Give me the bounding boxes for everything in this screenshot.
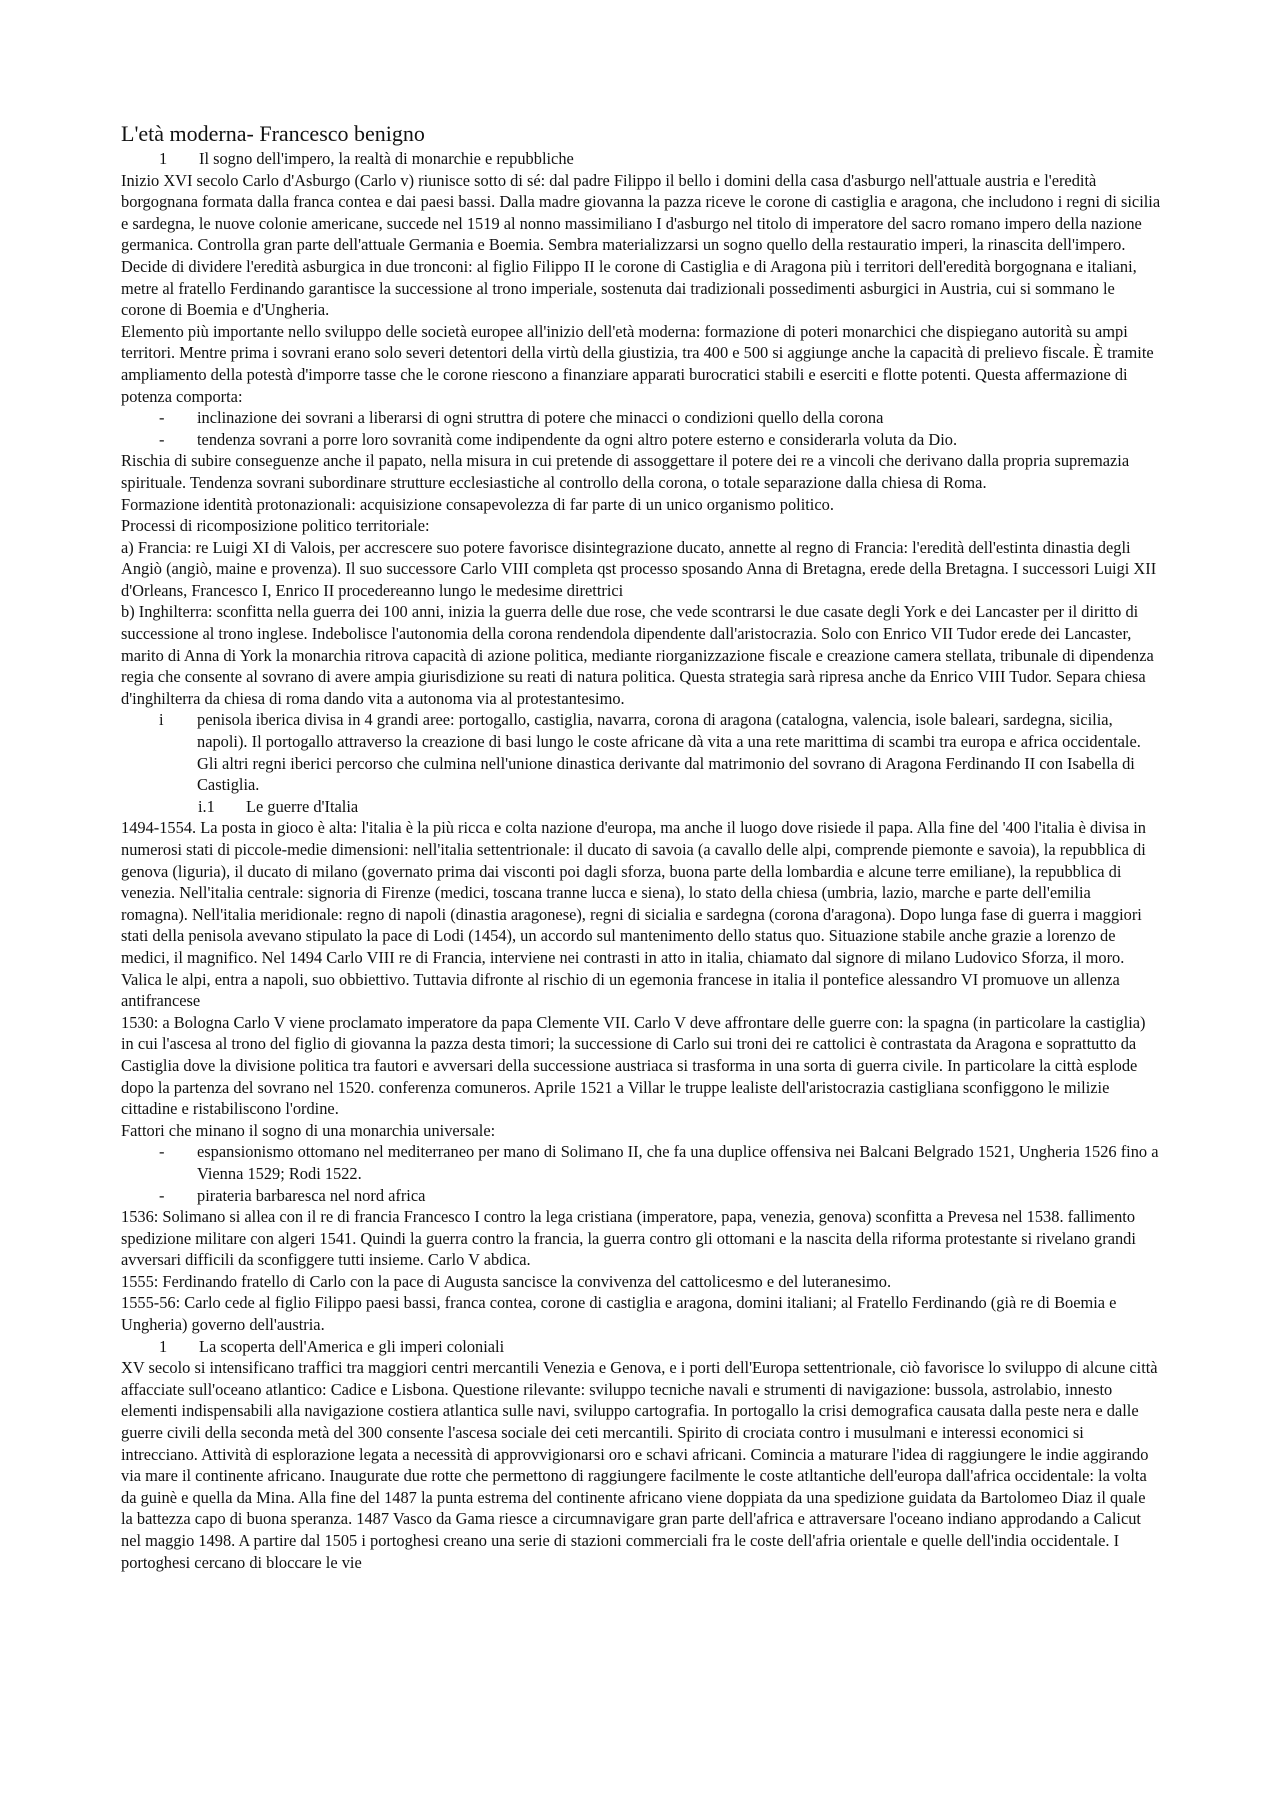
list-item [121,407,1161,429]
section-number: 1 [159,1336,168,1356]
paragraph: Decide di dividere l'eredità asburgica in due tronconi: al figlio Filippo II le corone di Castiglia e di Aragona più i territori dell'eredità borgognana e italiani, metre al fratello Ferdinando garantisce la successione al trono imperiale, sostenuta dai tradizionali possedimenti asburgici in Austria, cui si sommano le corone di Boemia e d'Ungheria. [121,256,1137,320]
paragraph: a) Francia: re Luigi XI di Valois, per accrescere suo potere favorisce disintegrazione ducato, annette al regno di Francia: l'eredità dell'estinta dinastia degli Angiò (angiò, maine e provenza). Il suo successore Carlo VIII completa qst processo sposando Anna di Bretagna, erede della Bretagna. I successori Luigi XII d'Orleans, Francesco I, Enrico II procedereanno lungo le medesime direttrici [121,537,1157,600]
bullet-list [121,1141,1161,1206]
bullet-dash: - [159,429,165,449]
paragraph: 1530: a Bologna Carlo V viene proclamato imperatore da papa Clemente VII. Carlo V deve affrontare delle guerre con: la spagna (in particolare la castiglia) in cui l'ascesa al trono del figlio di giovanna la pazza desta timori; la successione di Carlo sui troni dei re cattolici è contrastata da Aragona e soprattutto da Castiglia dove la divisione politica tra fautori e avversari della successione austriaca si trasforma in una sorta di guerra civile. In particolare la città esplode dopo la partenza del sovrano nel 1520. conferenza comuneros. Aprile 1521 a Villar le truppe lealiste dell'aristocrazia castigliana sconfiggono le milizie cittadine e ristabiliscono l'ordine. [121,1012,1146,1119]
list-item-text: espansionismo ottomano nel mediterraneo per mano di Solimano II, che fa una duplice offensiva nei Balcani Belgrado 1521, Ungheria 1526 fino a Vienna 1529; Rodi 1522. [197,1142,1159,1183]
list-item-text: inclinazione dei sovrani a liberarsi di ogni struttra di potere che minacci o condizioni quello della corona [197,408,884,428]
bullet-dash: - [159,408,165,428]
section-heading-text: Il sogno dell'impero, la realtà di monarchie e repubbliche [199,149,574,168]
section-heading-1 [121,148,1161,170]
bullet-dash: - [159,1185,165,1205]
section-number: i.1 [198,796,215,816]
list-item [121,709,1161,795]
paragraph: b) Inghilterra: sconfitta nella guerra dei 100 anni, inizia la guerra delle due rose, che vede scontrarsi le due casate degli York e dei Lancaster per il diritto di successione al trono inglese. Indebolisce l'autonomia della corona rendendola dipendente dall'aristocrazia. Solo con Enrico VII Tudor erede dei Lancaster, marito di Anna di York la monarchia ritrova capacità di azione politica, mediante riorganizzazione fiscale e creazione camera stellata, tribunale di dipendenza regia che consente al sovrano di avere ampia giurisdizione su reati di natura politica. Questa strategia sarà ripresa anche da Enrico VIII Tudor. Separa chiesa d'inghilterra da chiesa di roma dando vita a autonoma via al protestantesimo. [121,602,1154,708]
paragraph: 1494-1554. La posta in gioco è alta: l'italia è la più ricca e colta nazione d'europa, ma anche il luogo dove risiede il papa. Alla fine del '400 l'italia è divisa in numerosi stati di piccole-medie dimensioni: nell'italia settentrionale: il ducato di savoia (a cavallo delle alpi, comprende piemonte e savoia), la repubblica di genova (liguria), il ducato di milano (governato prima dai visconti poi dagli sforza, buona parte della lombardia e alcune terre emiliane), la repubblica di venezia. Nell'italia centrale: signoria di Firenze (medici, toscana tranne lucca e siena), lo stato della chiesa (umbria, lazio, marche e parte dell'emilia romagna). Nell'italia meridionale: regno di napoli (dinastia aragonese), regni di sicialia e sardegna (corona d'aragona). Dopo lunga fase di guerra i maggiori stati della penisola avevano stipulato la pace di Lodi (1454), un accordo sul mantenimento dello status quo. Situazione stabile anche grazie a lorenzo de medici, il magnifico. Nel 1494 Carlo VIII re di Francia, interviene nei contrasti in atto in italia, chiamato dal signore di milano Ludovico Sforza, il moro. Valica le alpi, entra a napoli, suo obbiettivo. Tuttavia difronte al rischio di un egemonia francese in italia il pontefice alessandro VI promuove un allenza antifrancese [121,818,1146,1011]
document-title: L'età moderna- Francesco benigno [121,121,425,146]
paragraph: Inizio XVI secolo Carlo d'Asburgo (Carlo v) riunisce sotto di sé: dal padre Filippo il bello i domini della casa d'asburgo nell'attuale austria e l'eredità borgognana formata dalla franca contea e dai paesi bassi. Dalla madre giovanna la pazza riceve le corone di castiglia e aragona, che includono i regni di sicilia e sardegna, le nuove colonie americane, succede nel 1519 al nonno massimiliano I d'asburgo nel titolo di imperatore del sacro romano impero della nazione germanica. Controlla gran parte dell'attuale Germania e Boemia. Sembra materializzarsi un sogno quello della restauratio imperi, la rinascita dell'impero. [121,170,1161,255]
bullet-dash: - [159,1142,165,1162]
list-item [121,429,1161,451]
list-item [121,1141,1161,1184]
list-item-text: pirateria barbaresca nel nord africa [197,1185,426,1205]
list-item-text: penisola iberica divisa in 4 grandi aree: portogallo, castiglia, navarra, corona di aragona (catalogna, valencia, isole baleari, sardegna, sicilia, napoli). Il portogallo attraverso la creazione di basi lungo le coste africane dà vita a una rete marittima di scambi tra europa e africa occidentale. Gli altri regni iberici percorso che culmina nell'unione dinastica derivante dal matrimonio del sovrano di Aragona Ferdinando II con Isabella di Castiglia. [197,710,1141,795]
paragraph: XV secolo si intensificano traffici tra maggiori centri mercantili Venezia e Genova, e i porti dell'Europa settentrionale, ciò favorisce lo sviluppo di alcune città affacciate sull'oceano atlantico: Cadice e Lisbona. Questione rilevante: sviluppo tecniche navali e strumenti di navigazione: bussola, astrolabio, innesto elementi indispensabili alla navigazione costiera atlantica sulle navi, sviluppo cartografia. In portogallo la crisi demografica causata dalla peste nera e dalle guerre civili della seconda metà del 300 consente l'ascesa sociale dei ceti mercantili. Spirito di crociata contro i musulmani e interessi economici si intrecciano. Attività di esplorazione legata a necessità di approvvigionarsi oro e schavi africani. Comincia a maturare l'idea di raggiungere le indie aggirando via mare il continente africano. Inaugurate due rotte che permettono di raggiungere facilmente le coste atltantiche dell'europa dall'africa occidentale: la volta da guinè e quella da Mina. Alla fine del 1487 la punta estrema del continente africano viene doppiata da una spedizione guidata da Bartolomeo Diaz il quale la battezza capo di buona speranza. 1487 Vasco da Gama riesce a circumnavigare gran parte dell'africa e attraversare l'oceano indiano approdando a Calicut nel maggio 1498. A partire dal 1505 i portoghesi creano una serie di stazioni commerciali fra le coste dell'afria orientale e quelle dell'india occidentale. I portoghesi cercano di bloccare le vie [121,1358,1158,1572]
section-number: 1 [159,149,168,168]
roman-marker: i [159,710,164,730]
paragraph: Fattori che minano il sogno di una monarchia universale: [121,1120,496,1140]
paragraph: 1555: Ferdinando fratello di Carlo con la pace di Augusta sancisce la convivenza del cattolicesmo e del luteranesimo. [121,1271,892,1291]
paragraph: Formazione identità protonazionali: acquisizione consapevolezza di far parte di un unico organismo politico. [121,494,834,514]
section-heading-text: La scoperta dell'America e gli imperi coloniali [199,1336,505,1356]
section-heading-text: Le guerre d'Italia [246,796,359,816]
paragraph: Rischia di subire conseguenze anche il papato, nella misura in cui pretende di assoggettare il potere dei re a vincoli che derivano dalla propria supremazia spirituale. Tendenza sovrani subordinare strutture ecclesiastiche al controllo della corona, o totale separazione dalla chiesa di Roma. [121,451,1130,492]
document-page [121,120,1161,1573]
roman-list [121,709,1161,795]
section-heading-2 [121,1336,1161,1358]
list-item [121,1185,1161,1207]
section-heading-1-1 [121,796,1161,818]
paragraph: Processi di ricomposizione politico territoriale: [121,516,430,536]
paragraph: 1555-56: Carlo cede al figlio Filippo paesi bassi, franca contea, corone di castiglia e aragona, domini italiani; al Fratello Ferdinando (già re di Boemia e Ungheria) governo dell'austria. [121,1293,1117,1335]
paragraph: Elemento più importante nello sviluppo delle società europee all'inizio dell'età moderna: formazione di poteri monarchici che dispiegano autorità su ampi territori. Mentre prima i sovrani erano solo severi detentori della virtù della giustizia, tra 400 e 500 si aggiunge anche la capacità di prelievo fiscale. È tramite ampliamento della potestà d'imporre tasse che le corone riescono a finanziare apparati burocratici stabili e eserciti e flotte potenti. Questa affermazione di potenza comporta: [121,321,1154,406]
list-item-text: tendenza sovrani a porre loro sovranità come indipendente da ogni altro potere esterno e considerarla voluta da Dio. [197,429,958,449]
bullet-list [121,407,1161,450]
paragraph: 1536: Solimano si allea con il re di francia Francesco I contro la lega cristiana (imperatore, papa, venezia, genova) sconfitta a Prevesa nel 1538. fallimento spedizione militare con algeri 1541. Quindi la guerra contro la francia, la guerra contro gli ottomani e la nascita della riforma protestante si rivelano grandi avversari difficili da sconfiggere tutti insieme. Carlo V abdica. [121,1207,1136,1270]
